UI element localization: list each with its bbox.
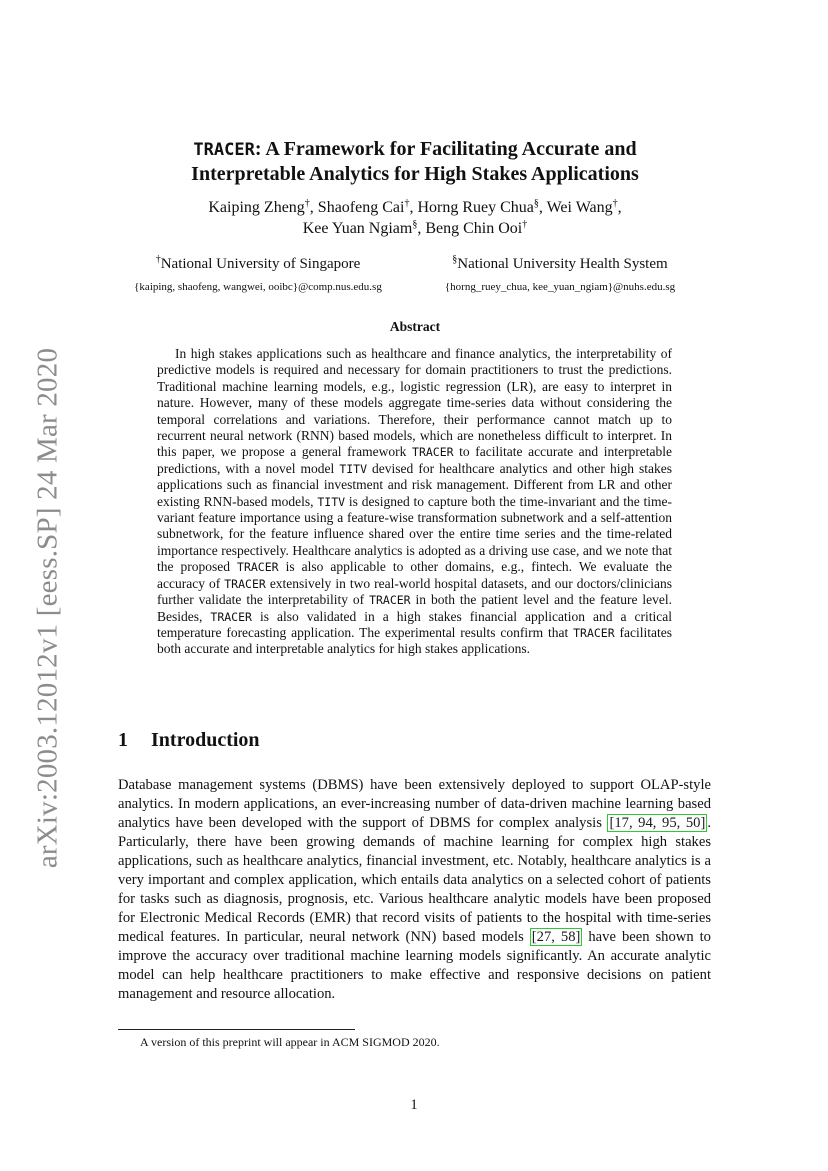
author-list: [118, 197, 712, 239]
code-term: TRACER: [210, 609, 252, 624]
affiliation-mark: †: [304, 198, 310, 209]
affiliation-name: National University Health System: [457, 256, 668, 272]
section-heading-introduction: [118, 729, 260, 752]
affiliation-mark: †: [522, 219, 528, 230]
author-separator: ,: [309, 199, 318, 216]
affiliation-email: {horng_ruey_chua, kee_yuan_ngiam}@nuhs.edu.sg: [444, 281, 676, 293]
section-title: Introduction: [151, 729, 260, 751]
title-line2: Interpretable Analytics for High Stakes Applications: [191, 163, 639, 185]
citation-link[interactable]: [17, 94, 95, 50]: [609, 815, 706, 831]
author-separator: ,: [617, 199, 622, 216]
code-term: TITV: [317, 494, 346, 509]
affiliation-mark: †: [612, 198, 618, 209]
code-term: TITV: [339, 461, 368, 476]
author-separator: ,: [538, 199, 547, 216]
author-name: Kaiping Zheng: [208, 199, 305, 216]
code-term: TRACER: [412, 445, 454, 460]
affiliation-mark: †: [404, 198, 410, 209]
footnote-rule: [118, 1029, 355, 1030]
section-number: 1: [118, 729, 128, 751]
abstract-text: In high stakes applications such as healthcare and finance analytics, the interpretability of predictive models is required and necessary for domain practitioners to trust the predictions. Traditional machine learning models, e.g., logistic regression (LR), are easy to interpret in nature. However, many of these models aggregate time-series data without considering the temporal correlations and variations. Therefore, their performance cannot match up to recurrent neural network (RNN) based models, which are nonetheless difficult to interpret. In this paper, we propose a general framework TRACER to facilitate accurate and interpretable predictions, with a novel model TITV devised for healthcare analytics and other high stakes applications such as financial investment and risk management. Different from LR and other existing RNN-based models, TITV is designed to capture both the time-invariant and the time-variant feature importance using a feature-wise transformation subnetwork and a self-attention subnetwork, for the feature influence shared over the entire time series and the time-related importance respectively. Healthcare analytics is adopted as a driving use case, and we note that the proposed TRACER is also applicable to other domains, e.g., fintech. We evaluate the accuracy of TRACER extensively in two real-world hospital datasets, and our doctors/clinicians further validate the interpretability of TRACER in both the patient level and the feature level. Besides, TRACER is also validated in a high stakes financial application and a critical temperature forecasting application. The experimental results confirm that TRACER facilitates both accurate and interpretable analytics for high stakes applications.: [157, 346, 673, 657]
affiliation-mark: §: [533, 198, 539, 209]
affiliation-nuhs: [410, 254, 710, 295]
affiliation-mark: §: [412, 219, 418, 230]
code-term: TRACER: [369, 593, 411, 608]
title-system-name: TRACER: [193, 140, 255, 160]
title-line1: : A Framework for Facilitating Accurate and: [254, 138, 637, 160]
author-name: Wei Wang: [546, 199, 613, 216]
author-separator: ,: [417, 220, 426, 237]
page-number: 1: [410, 1097, 418, 1113]
abstract-heading: Abstract: [389, 319, 441, 334]
affiliation-mark: §: [452, 254, 458, 265]
author-name: Beng Chin Ooi: [425, 220, 523, 237]
citation-link[interactable]: [27, 58]: [531, 929, 581, 945]
arxiv-identifier-stamp: arXiv:2003.12012v1 [eess.SP] 24 Mar 2020: [31, 347, 64, 869]
paper-title: [118, 137, 712, 186]
affiliation-nus: [108, 254, 408, 295]
author-name: Shaofeng Cai: [317, 199, 405, 216]
affiliation-name: National University of Singapore: [160, 256, 361, 272]
affiliation-email: {kaiping, shaofeng, wangwei, ooibc}@comp.nus.edu.sg: [134, 281, 382, 293]
footnote-text: A version of this preprint will appear in ACM SIGMOD 2020.: [140, 1035, 440, 1049]
introduction-paragraph: Database management systems (DBMS) have been extensively deployed to support OLAP-style analytics. In modern applications, an ever-increasing number of data-driven machine learning based analytics have been developed with the support of DBMS for complex analysis [17, 94, 95, 50] . Particularly, there have been growing demands of machine learning for complex high stakes applications, such as healthcare analytics, financial investment, etc. Notably, healthcare analytics is a very important and complex application, which entails data analytics on a selected cohort of patients for tasks such as diagnosis, prognosis, etc. Various healthcare analytic models have been proposed for Electronic Medical Records (EMR) that record visits of patients to the hospital with time-series medical features. In particular, neural network (NN) based models [27, 58] have been shown to improve the accuracy over traditional machine learning models significantly. An accurate analytic model can help healthcare practitioners to make effective and responsive decisions on patient management and resource allocation.: [118, 777, 711, 1002]
author-name: Horng Ruey Chua: [417, 199, 534, 216]
code-term: TRACER: [573, 625, 615, 640]
code-term: TRACER: [224, 576, 266, 591]
author-name: Kee Yuan Ngiam: [302, 220, 413, 237]
author-separator: ,: [409, 199, 418, 216]
affiliation-mark: †: [155, 254, 161, 265]
code-term: TRACER: [237, 560, 279, 575]
